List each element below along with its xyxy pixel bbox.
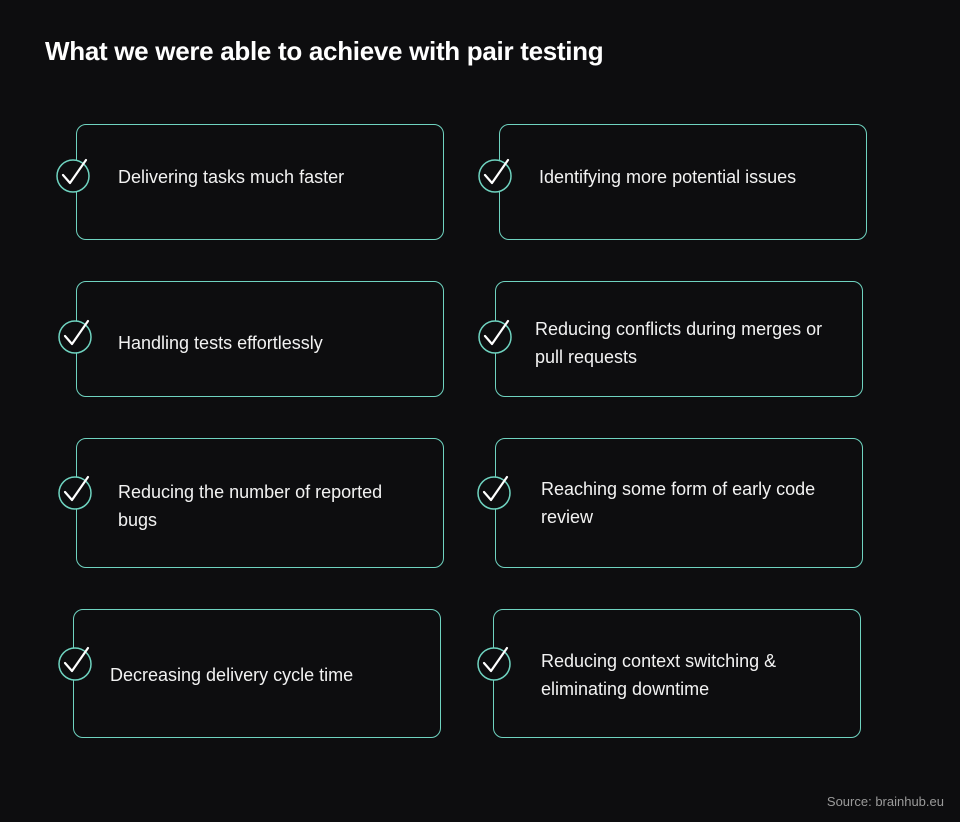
page-title: What we were able to achieve with pair testing [45, 36, 604, 66]
check-circle-icon [476, 474, 512, 510]
check-circle-icon [477, 157, 513, 193]
achievement-label: Reducing the number of reported bugs [118, 482, 383, 530]
check-circle-icon [55, 157, 91, 193]
achievement-label: Reaching some form of early code review [541, 479, 816, 527]
check-circle-icon [57, 474, 93, 510]
check-circle-icon [57, 318, 93, 354]
achievement-label: Delivering tasks much faster [118, 167, 345, 187]
achievement-label: Decreasing delivery cycle time [110, 665, 354, 685]
achievement-label: Identifying more potential issues [539, 167, 797, 187]
check-circle-icon [477, 318, 513, 354]
achievement-label: Reducing conflicts during merges or pull requests [535, 319, 823, 367]
achievement-label: Reducing context switching & eliminating downtime [541, 651, 777, 699]
check-circle-icon [476, 645, 512, 681]
achievement-label: Handling tests effortlessly [118, 333, 323, 353]
source-caption: Source: brainhub.eu [826, 794, 944, 809]
check-circle-icon [57, 645, 93, 681]
